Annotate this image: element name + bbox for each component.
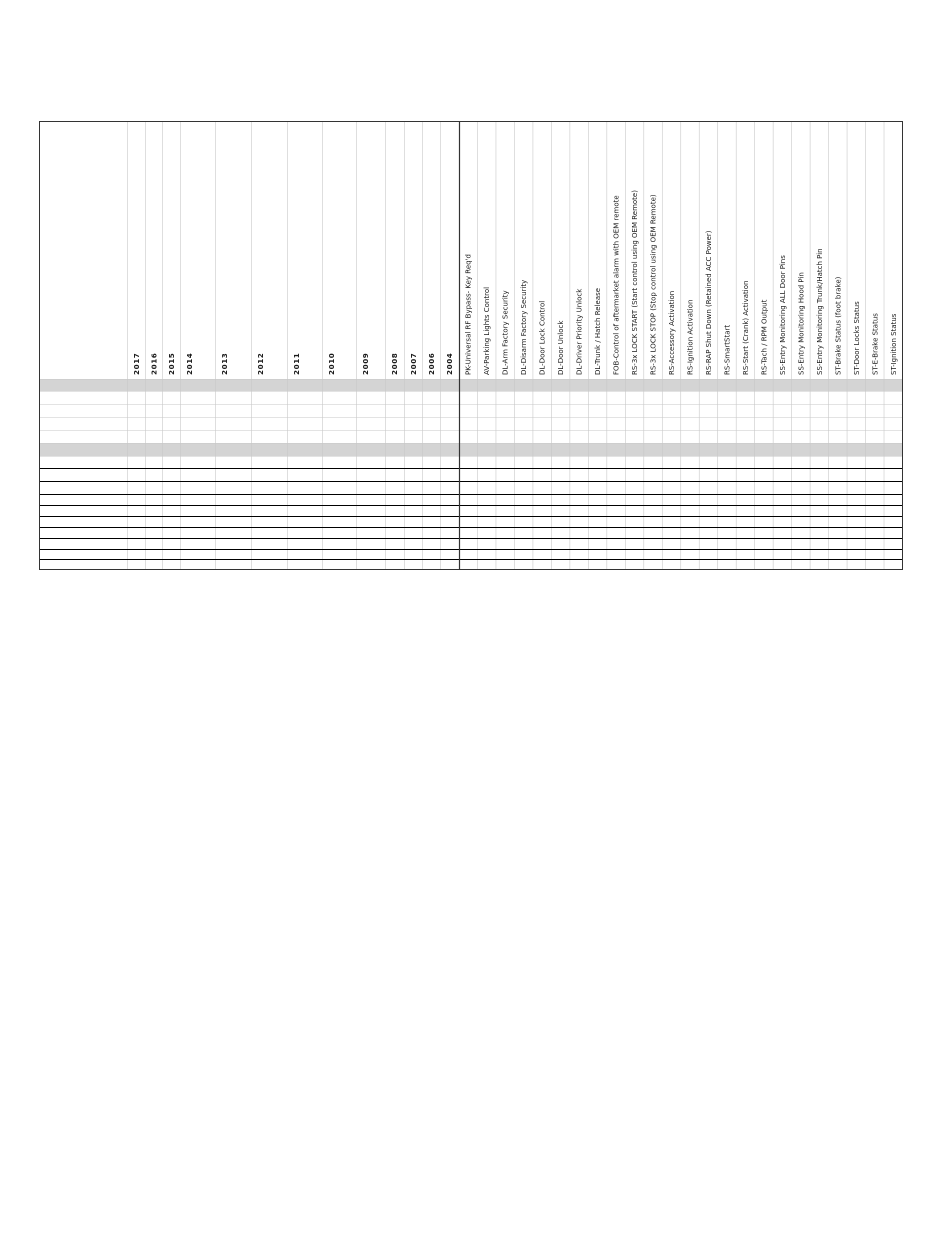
feature-label: FOB-Control of aftermarket alarm with OEM remote: [612, 195, 621, 375]
feature-label: RS-Accessory Activation: [668, 290, 677, 375]
feature-label: DL-Driver Priority Unlock: [575, 288, 584, 375]
feature-label: SS-Entry Monitoring Hood Pin: [797, 272, 806, 375]
year-label: 2009: [361, 352, 370, 375]
year-label: 2014: [185, 352, 194, 375]
feature-label: SS-Entry Monitoring Trunk/Hatch Pin: [815, 248, 824, 375]
feature-label: RS-Ignition Activation: [686, 299, 695, 375]
feature-label: DL-Trunk / Hatch Release: [594, 287, 603, 375]
feature-label: RS-Tach / RPM Output: [760, 299, 769, 375]
feature-label: ST-Ignition Status: [889, 313, 898, 375]
feature-label: RS-Start (Crank) Activation: [741, 280, 750, 375]
year-label: 2016: [149, 352, 159, 375]
year-label: 2012: [256, 352, 265, 375]
year-label: 2004: [445, 352, 454, 375]
feature-label: DL-Door Unlock: [557, 320, 566, 375]
feature-label: PK-Universal RF Bypass- Key Req'd: [464, 254, 473, 375]
feature-label: DL-Arm Factory Security: [501, 290, 510, 375]
feature-label: AV-Parking Lights Control: [483, 286, 492, 375]
feature-label: ST-Brake Status (foot brake): [834, 276, 843, 375]
year-label: 2010: [327, 352, 336, 375]
feature-label: DL-Door Lock Control: [538, 300, 547, 375]
feature-label: DL-Disarm Factory Security: [520, 279, 529, 375]
feature-label: ST-E-Brake Status: [871, 313, 880, 375]
feature-label: RS-SmartStart: [723, 324, 732, 375]
year-label: 2017: [132, 352, 141, 375]
year-label: 2007: [409, 352, 418, 375]
feature-label: ST-Door Locks Status: [852, 301, 861, 375]
year-label: 2015: [167, 352, 176, 375]
header-labels: [132, 190, 898, 375]
year-label: 2008: [390, 352, 399, 375]
feature-label: SS-Entry Monitoring ALL Door Pins: [778, 255, 787, 375]
feature-label: RS-3x LOCK STOP (Stop control using OEM Remote): [649, 194, 658, 375]
year-label: 2013: [220, 352, 229, 375]
feature-label: RS-RAP Shut Down (Retained ACC Power): [704, 230, 713, 375]
year-label: 2011: [292, 352, 301, 375]
year-label: 2006: [427, 352, 436, 375]
feature-label: RS-3x LOCK START (Start control using OEM Remote): [631, 190, 640, 375]
